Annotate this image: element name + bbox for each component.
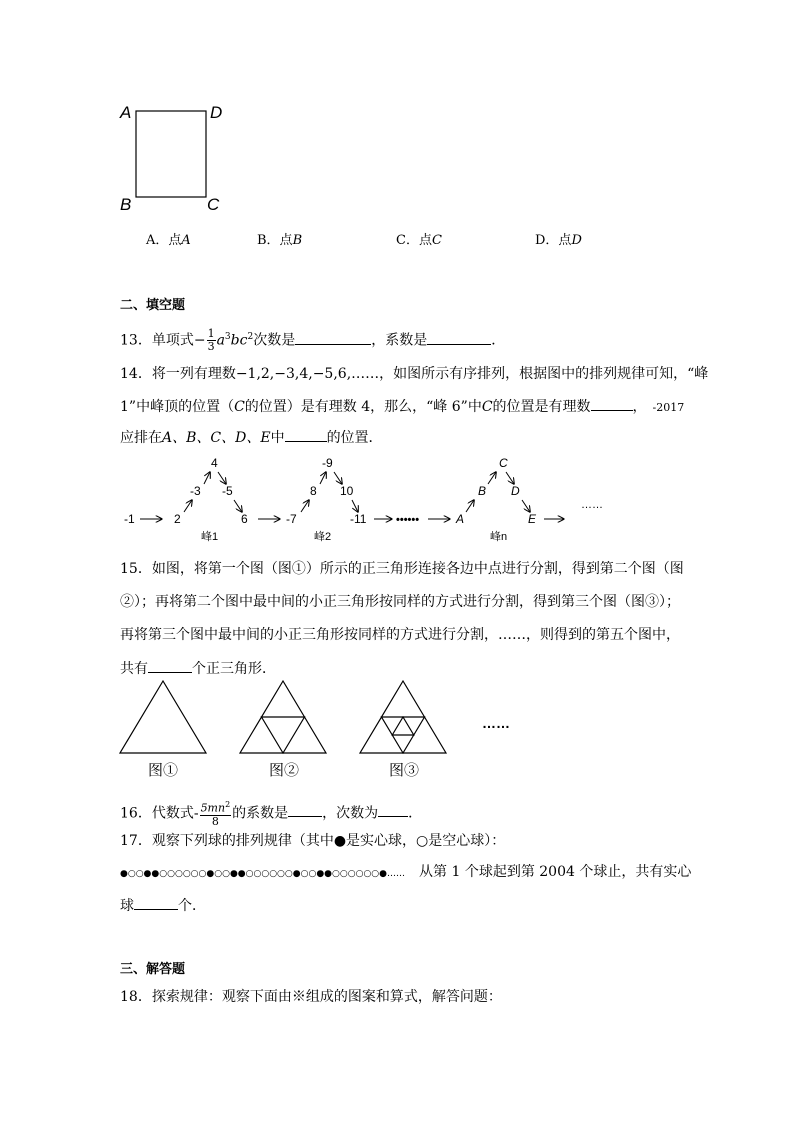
vertex-label-c: C xyxy=(207,195,220,214)
peak2-arrow-up-1 xyxy=(301,500,309,512)
q16-blank-degree[interactable] xyxy=(378,802,408,817)
question-16: 16．代数式- $\frac{5mn^2}{8}$ 的系数是 ，次数为 ． xyxy=(120,800,423,828)
peak1-arrow-down-2 xyxy=(234,500,242,512)
question-15-line-2: ②）；再将第二个图中最中间的小正三角形按同样的方式进行分割，得到第三个图（图③）； xyxy=(120,594,680,610)
option-b[interactable]: B．点B xyxy=(257,233,303,248)
q15-blank-count[interactable] xyxy=(148,658,192,673)
question-17-line-1: 17．观察下列球的排列规律（其中●是实心球，○是空心球）： xyxy=(120,833,506,849)
q16-blank-coefficient[interactable] xyxy=(288,802,322,817)
fig3-caption: 图③ xyxy=(389,762,420,779)
option-c[interactable]: C．点C xyxy=(396,233,442,248)
peak2-bottom-right: -11 xyxy=(350,512,367,526)
vertex-label-b: B xyxy=(120,195,132,214)
peakn-top: C xyxy=(499,456,508,470)
peak2-mid-left: 8 xyxy=(310,484,317,498)
option-a[interactable]: A．点A xyxy=(146,233,191,248)
peak1-mid-right: -5 xyxy=(222,484,233,498)
fraction-5mn2-over-8: $\frac{5mn^2}{8}$ xyxy=(200,800,231,828)
start-number: -1 xyxy=(124,512,135,526)
peak1-arrow-down-1 xyxy=(218,472,226,484)
question-14-line-1: 14．将一列有理数−1,2,−3,4,−5,6,……，如图所示有序排列，根据图中的排列规律可知，“峰 xyxy=(120,366,709,382)
square-figure xyxy=(110,95,235,220)
peakn-arrow-down-1 xyxy=(506,472,514,484)
fig2-mid-triangle xyxy=(262,717,305,753)
peak1-arrow-up-2 xyxy=(204,472,210,484)
question-14-line-3: 应排在A、B、C、D、E中 的位置． xyxy=(120,427,383,447)
peakn-mid-left: B xyxy=(478,484,487,498)
question-13: 13．单项式− $\frac{1}{3}$ $a^3bc^2$次数是 ，系数是 ． xyxy=(120,327,506,354)
triangle-figures xyxy=(115,678,535,783)
q13-blank-degree[interactable] xyxy=(295,330,371,345)
peak2-bottom-left: -7 xyxy=(286,512,297,526)
fig3-inner-triangle xyxy=(392,717,414,735)
peak2-label: 峰2 xyxy=(314,531,332,543)
question-15-line-4: 共有 个正三角形． xyxy=(120,658,276,678)
question-17-line-2: ●○○●●○○○○○○●○○●●○○○○○○●○○●●○○○○○○●…… 从第 1 个球起到第 2004 个球止，共有实心 xyxy=(120,864,692,880)
triangle-ellipsis: …… xyxy=(482,715,510,731)
ellipsis-dots: •••••• xyxy=(396,514,420,526)
square-abcd xyxy=(136,111,206,197)
peakn-bottom-left: A xyxy=(456,512,465,526)
question-18: 18．探索规律：观察下面由※组成的图案和算式，解答问题： xyxy=(120,989,502,1005)
peak-sequence-diagram xyxy=(118,450,618,545)
option-d[interactable]: D．点D xyxy=(535,233,582,248)
peak2-arrow-up-2 xyxy=(320,472,326,484)
q14-blank-value[interactable] xyxy=(591,396,633,411)
fig1-caption: 图① xyxy=(148,762,179,779)
vertex-label-d: D xyxy=(210,103,223,122)
vertex-label-a: A xyxy=(120,103,132,122)
peak2-top: -9 xyxy=(322,456,333,470)
peakn-arrow-down-2 xyxy=(522,500,530,512)
section-title-fill-in: 二、填空题 xyxy=(120,298,186,313)
peakn-arrow-up-2 xyxy=(488,472,496,484)
question-15-line-3: 再将第三个图中最中间的小正三角形按同样的方式进行分割，……，则得到的第五个图中， xyxy=(120,627,680,643)
q13-blank-coefficient[interactable] xyxy=(427,330,491,345)
question-17-line-3: 球 个． xyxy=(120,895,206,915)
peak1-label: 峰1 xyxy=(201,531,219,543)
fig2-caption: 图② xyxy=(269,762,300,779)
peak2-arrow-down-2 xyxy=(352,500,358,512)
section-title-solve: 三、解答题 xyxy=(120,962,186,977)
peakn-mid-right: D xyxy=(511,484,520,498)
peakn-label: 峰n xyxy=(490,531,508,543)
peak1-arrow-up-1 xyxy=(184,500,192,512)
question-15-line-1: 15．如图，将第一个图（图①）所示的正三角形连接各边中点进行分割，得到第二个图（图 xyxy=(120,561,684,577)
peak1-bottom-left: 2 xyxy=(174,512,181,526)
end-ellipsis: …… xyxy=(581,499,603,511)
q14-blank-position[interactable] xyxy=(285,427,327,442)
peakn-bottom-right: E xyxy=(528,512,537,526)
fraction-one-third: $\frac{1}{3}$ xyxy=(207,327,215,354)
peak2-arrow-down-1 xyxy=(334,472,342,484)
peak1-bottom-right: 6 xyxy=(241,512,248,526)
ball-sequence: ●○○●●○○○○○○●○○●●○○○○○○●○○●●○○○○○○●…… xyxy=(120,869,406,879)
peak1-mid-left: -3 xyxy=(190,484,201,498)
peak1-top: 4 xyxy=(211,456,218,470)
peakn-arrow-up-1 xyxy=(466,500,474,512)
fig1-triangle xyxy=(120,681,206,753)
q17-blank-count[interactable] xyxy=(134,895,178,910)
peak2-mid-right: 10 xyxy=(340,484,354,498)
question-14-line-2: 1”中峰顶的位置（C的位置）是有理数 4，那么，“峰 6”中C的位置是有理数 ， -2017 xyxy=(120,396,684,417)
